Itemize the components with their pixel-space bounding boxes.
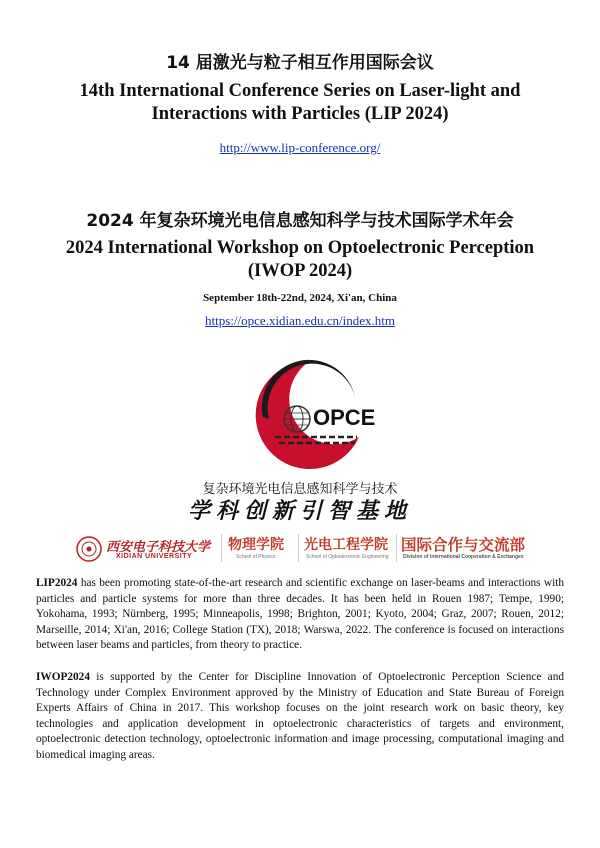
iwop-title-en-line2: (IWOP 2024) (247, 261, 353, 281)
lip-website-link[interactable]: http://www.lip-conference.org/ (219, 140, 381, 155)
opce-motto-cn: 学科创新引智基地 (187, 498, 412, 524)
opce-subtitle-cn: 复杂环境光电信息感知科学与技术 (202, 482, 398, 497)
xidian-university-logo (76, 530, 216, 570)
physics-name-cn: 物理学院 (228, 537, 284, 553)
divider (396, 534, 397, 562)
institution-logos (76, 530, 546, 570)
xidian-seal-icon (76, 536, 102, 562)
lip-description (36, 576, 564, 654)
logo-text: OPCE (313, 405, 376, 430)
optoelectronic-name-en: School of Optoelectronic Engineering (306, 554, 389, 560)
divider (298, 534, 299, 562)
iwop-date-place: September 18th-22nd, 2024, Xi'an, China (203, 292, 397, 304)
iwop-title-cn: 2024 年复杂环境光电信息感知科学与技术国际学术年会 (86, 211, 514, 231)
school-physics-logo (228, 530, 298, 570)
xidian-name-cn: 西安电子科技大学 (106, 540, 211, 555)
intl-coop-name-cn: 国际合作与交流部 (401, 536, 526, 554)
iwop-title-en-line1: 2024 International Workshop on Optoelectronic Perception (65, 238, 535, 258)
xidian-name-en: XIDIAN UNIVERSITY (116, 553, 193, 560)
iwop-description (36, 670, 564, 763)
optoelectronic-name-cn: 光电工程学院 (304, 537, 388, 553)
lip-title-cn: 14 届激光与粒子相互作用国际会议 (166, 53, 434, 73)
physics-name-en: School of Physics (236, 554, 276, 560)
lip-body: has been promoting state-of-the-art research and scientific exchange on laser-beams and interactions with particles and particle systems for more than three decades. It has been held in Rouen 1987; Tempe, 1990; Yokohama, 1993; Nürnberg, 1995; Minneapolis, 1998; Brighton, 2001; Kyoto, 2004; Graz, 2007; Rouen, 2012; Marseille, 2014; Xi'an, 2016; College Station (TX), 2018; Warswa, 2022. The conference is focused on interactions between laser beams and particles, from theory to practice. (36, 577, 564, 651)
iwop-body: is supported by the Center for Discipline Innovation of Optoelectronic Perception Science and Technology under Complex Environment approved by the Ministry of Education and State Bureau of Foreign Experts Affairs of China in 2017. This workshop focuses on the joint research work on basic theory, key technologies and application development in optoelectronic characteristics of targets and environment, optoelectronic detection technology, optoelectronic information and image processing, computational imaging and biomedical imaging areas. (36, 671, 564, 761)
intl-coop-name-en: Division of International Cooperation & Exchanges (403, 554, 524, 560)
lip-title-en-line2: Interactions with Particles (LIP 2024) (151, 104, 449, 124)
lip-title-en-line1: 14th International Conference Series on Laser-light and (79, 81, 521, 101)
iwop-website-link[interactable]: https://opce.xidian.edu.cn/index.htm (205, 313, 395, 328)
opce-logo (255, 357, 376, 475)
divider (221, 534, 222, 562)
lip-lead: LIP2024 (36, 577, 78, 589)
international-cooperation-logo (401, 530, 546, 570)
school-optoelectronic-logo (304, 530, 399, 570)
iwop-lead: IWOP2024 (36, 671, 90, 683)
